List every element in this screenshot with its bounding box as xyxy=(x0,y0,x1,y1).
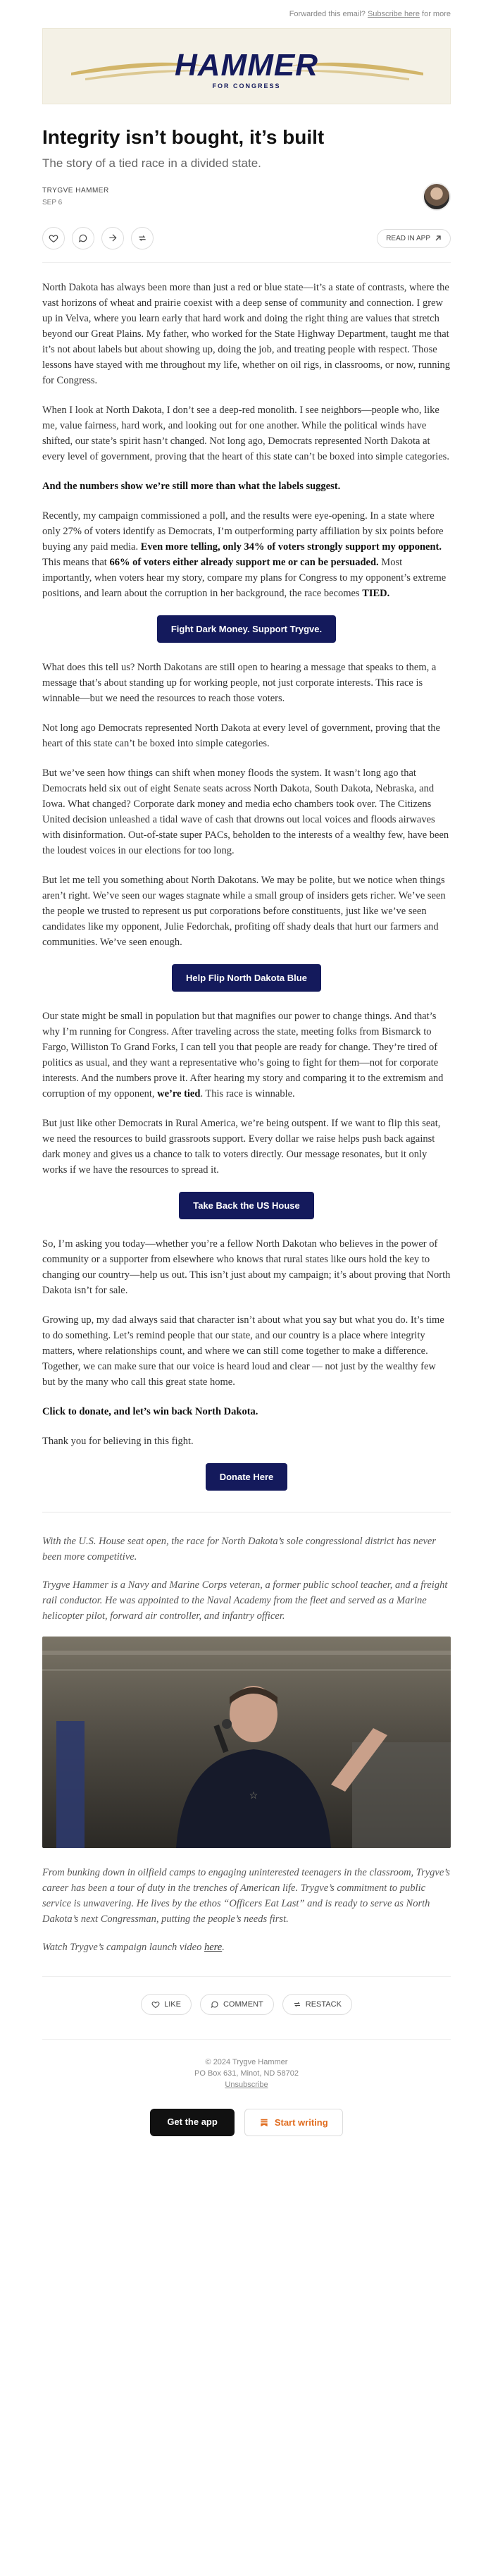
svg-text:☆: ☆ xyxy=(249,1789,258,1801)
app-promo xyxy=(42,2109,451,2157)
poll-paragraph: Recently, my campaign commissioned a poll, and the results were eye-opening. In a state where only 27% of voters identify as Democrats, I’m outperforming party affiliation by six points before buying any paid media. Even more telling, only 34% of voters strongly support my opponent. This means that 66% of voters either already support me or can be persuaded. Most importantly, when voters hear my story, compare my plans for Congress to my opponent’s extreme positions, and learn about the corruption in her background, the race becomes TIED. xyxy=(42,510,447,599)
paragraph: Thank you for believing in this fight. xyxy=(42,1436,194,1447)
paragraph xyxy=(42,479,451,494)
read-in-app-label: READ IN APP xyxy=(386,234,430,242)
address: PO Box 631, Minot, ND 58702 xyxy=(194,2069,299,2078)
post-subtitle: The story of a tied race in a divided state. xyxy=(42,156,261,170)
start-writing-button[interactable]: Start writing xyxy=(244,2109,343,2136)
post-actions xyxy=(42,227,451,263)
external-arrow-icon xyxy=(435,235,442,242)
post-body xyxy=(42,280,451,1491)
bio-paragraph: From bunking down in oilfield camps to engaging uninterested teenagers in the classroom, Trygve’s career has been a tour of duty in the trenches of American life. Trygve’s commitment to public service is unwavering. He lives by the ethos “Officers Eat Last” and is ready to serve as North Dakota’s next Congressman, putting the people’s needs first. xyxy=(42,1867,450,1925)
restack-icon xyxy=(137,233,147,243)
bio-section xyxy=(42,1534,451,1955)
campaign-banner xyxy=(42,28,451,104)
logo-title: HAMMER xyxy=(175,48,318,82)
cta-donate-button[interactable]: Donate Here xyxy=(206,1463,288,1491)
donate-prompt: Click to donate, and let’s win back North Dakota. xyxy=(42,1406,258,1417)
bottom-like-button[interactable]: LIKE xyxy=(141,1994,192,2015)
author-name[interactable]: TRYGVE HAMMER xyxy=(42,187,109,195)
forward-suffix: for more xyxy=(422,10,451,18)
unsubscribe-link[interactable]: Unsubscribe xyxy=(225,2081,268,2089)
subscribe-link[interactable]: Subscribe here xyxy=(367,10,420,18)
cta-take-back-house-button[interactable]: Take Back the US House xyxy=(179,1192,313,1219)
bold-statement: And the numbers show we’re still more than what the labels suggest. xyxy=(42,481,341,492)
candidate-photo-illustration xyxy=(42,1637,451,1848)
copyright: © 2024 Trygve Hammer xyxy=(205,2058,288,2066)
paragraph: What does this tell us? North Dakotans are still open to hearing a message that speaks to them, a message that’s about standing up for working people, not just corporate interests. This race is winnable—but we need the resources to reach those voters. xyxy=(42,662,437,704)
email-footer xyxy=(42,2039,451,2090)
forward-text: Forwarded this email? xyxy=(289,10,366,18)
paragraph: But we’ve seen how things can shift when money floods the system. It wasn’t long ago that Democrats held six out of eight Senate seats across North Dakota, South Dakota, Nebraska, and Iowa. What changed? Corporate dark money and media echo chambers took over. The Citizens United decision unleashed a tidal wave of cash that drowns out local voices and floods airwaves with disinformation. Out-of-state super PACs, beholden to the interests of a wealthy few, have been the loudest voices in our elections for too long. xyxy=(42,768,449,856)
post-title: Integrity isn’t bought, it’s built xyxy=(42,126,325,148)
bio-paragraph: Trygve Hammer is a Navy and Marine Corps veteran, a former public school teacher, and a freight rail conductor. He was appointed to the Naval Academy from the fleet and served as a Marine helicopter pilot, forward air controller, and infantry officer. xyxy=(42,1579,448,1622)
byline xyxy=(42,182,451,211)
video-paragraph: Watch Trygve’s campaign launch video here. xyxy=(42,1942,225,1953)
share-button[interactable] xyxy=(101,227,124,249)
bottom-comment-button[interactable]: COMMENT xyxy=(200,1994,274,2015)
paragraph: Not long ago Democrats represented North Dakota at every level of government, proving that the heart of this state can’t be boxed into simple categories. xyxy=(42,722,440,749)
share-icon xyxy=(108,233,118,243)
substack-icon xyxy=(259,2118,269,2128)
paragraph: Our state might be small in population but that magnifies our power to change things. And that’s why I’m running for Congress. After traveling across the state, meeting folks from Bismarck to Fargo, Williston To Grand Forks, I can tell you that people are ready for change. They’re tired of politics as usual, and they want a representative who’s going to fight for them—not for corporate interests. And the numbers prove it. After hearing my story and comparing it to the extremism and corruption of my opponent, we’re tied. This race is winnable. xyxy=(42,1011,444,1099)
logo-subtitle: FOR CONGRESS xyxy=(212,82,281,90)
cta-fight-dark-money-button[interactable]: Fight Dark Money. Support Trygve. xyxy=(157,615,336,643)
candidate-photo xyxy=(42,1637,451,1848)
comment-icon xyxy=(211,2000,219,2009)
heart-icon xyxy=(49,233,58,243)
cta-flip-nd-blue-button[interactable]: Help Flip North Dakota Blue xyxy=(172,964,321,992)
paragraph: North Dakota has always been more than just a red or blue state—it’s a state of contrasts, where the vast horizons of wheat and prairie coexist with a deep sense of community and connection. I grew up in Velva, where you learn early that hard work and doing the right thing are values that stretch beyond our Great Plains. My father, who worked for the State Highway Department, taught me that it’s not about labels but about showing up, doing the job, and treating people with respect. Those lessons have stayed with me throughout my life, whether on oil rigs, in classrooms, or now, running for Congress. xyxy=(42,282,450,386)
paragraph: When I look at North Dakota, I don’t see a deep-red monolith. I see neighbors—people who, like me, value fairness, hard work, and looking out for one another. While the political winds have shifted, our state’s spirit hasn’t changed. Not long ago, Democrats represented North Dakota at every level of government, proving that the heart of this state can’t be boxed into simple categories. xyxy=(42,405,449,462)
read-in-app-button[interactable] xyxy=(377,229,451,248)
like-button[interactable] xyxy=(42,227,65,249)
post-date: SEP 6 xyxy=(42,199,63,207)
paragraph xyxy=(42,1404,451,1419)
paragraph: But just like other Democrats in Rural America, we’re being outspent. If we want to flip this seat, we need the resources to build grassroots support. Every dollar we raise helps push back against dark money and gives us a chance to talk to voters directly. Our message resonates, but it only works if we have the resources to spread it. xyxy=(42,1118,441,1176)
paragraph: But let me tell you something about North Dakotans. We may be polite, but we notice when things aren’t right. We’ve seen our wages stagnate while a small group of insiders gets richer. We’ve seen the people we trusted to represent us put corporations before constituents, just like we’ve seen candidates like my opponent, Julie Fedorchak, profiting off shady deals that hurt our farmers and communities. We’ve seen enough. xyxy=(42,875,446,948)
paragraph: Growing up, my dad always said that character isn’t about what you say but what you do. It’s time to do something. Let’s remind people that our state, and our country is a place where integrity matters, where relationships count, and where we can still come together to make a difference. Together, we can make sure that our voice is heard loud and clear — not just by the wealthy few but by the many who call this great state home. xyxy=(42,1314,444,1388)
get-app-button[interactable]: Get the app xyxy=(150,2109,235,2136)
restack-button[interactable] xyxy=(131,227,154,249)
paragraph: So, I’m asking you today—whether you’re a fellow North Dakotan who believes in the power of community or a supporter from elsewhere who knows that rural states like ours hold the key to changing our country—help us out. This isn’t just about my campaign; it’s about proving that North Dakota isn’t for sale. xyxy=(42,1238,451,1296)
restack-icon xyxy=(293,2000,301,2009)
forward-notice xyxy=(42,0,451,28)
comment-icon xyxy=(78,233,88,243)
heart-icon xyxy=(151,2000,160,2009)
bottom-restack-button[interactable]: RESTACK xyxy=(282,1994,352,2015)
avatar[interactable] xyxy=(423,183,451,211)
launch-video-link[interactable]: here xyxy=(204,1942,223,1953)
bio-paragraph: With the U.S. House seat open, the race for North Dakota’s sole congressional district has never been more competitive. xyxy=(42,1536,437,1563)
engagement-bar xyxy=(42,1976,451,2015)
comment-button[interactable] xyxy=(72,227,94,249)
